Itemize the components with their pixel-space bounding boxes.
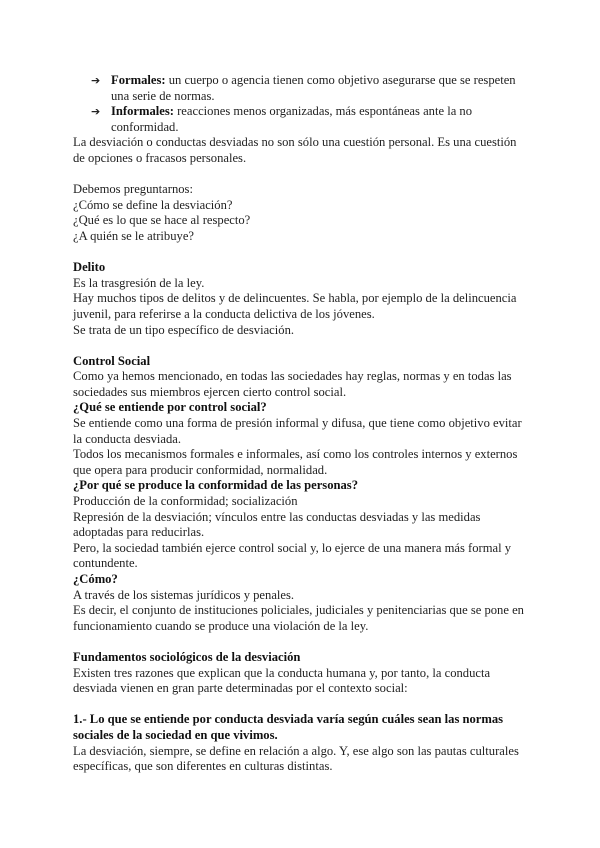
section-heading-delito: Delito [73, 260, 106, 275]
paragraph: Es la trasgresión de la ley. [73, 275, 205, 290]
paragraph: A través de los sistemas jurídicos y penales. [73, 587, 295, 602]
bullet-formales [77, 73, 528, 104]
bullet-text: reacciones menos organizadas, más espontáneas ante la no conformidad. [111, 104, 473, 134]
section-heading-control-social: Control Social [73, 353, 151, 368]
document-body [73, 73, 528, 775]
intro-paragraph: La desviación o conductas desviadas no son sólo una cuestión personal. Es una cuestión de opciones o fracasos personales. [73, 135, 517, 165]
bullet-text: un cuerpo o agencia tienen como objetivo asegurarse que se respeten una serie de normas. [111, 73, 516, 103]
subheading-question: ¿Por qué se produce la conformidad de las personas? [73, 478, 359, 493]
paragraph: Se trata de un tipo específico de desviación. [73, 322, 295, 337]
bullet-term: Informales: [111, 104, 174, 119]
paragraph: Existen tres razones que explican que la conducta humana y, por tanto, la conducta desviada vienen en gran parte determinadas por el contexto social: [73, 665, 491, 696]
arrow-icon: ➔ [91, 74, 101, 87]
paragraph: Como ya hemos mencionado, en todas las sociedades hay reglas, normas y en todas las sociedades sus miembros ejercen cierto control social. [73, 369, 512, 399]
question-line: ¿Qué es lo que se hace al respecto? [73, 213, 251, 228]
subheading-question: ¿Qué se entiende por control social? [73, 400, 267, 415]
bullet-term: Formales: [111, 73, 166, 87]
subheading-question: ¿Cómo? [73, 572, 118, 586]
bullet-informales [77, 104, 528, 135]
paragraph: Pero, la sociedad también ejerce control social y, lo ejerce de una manera más formal y contundente. [73, 540, 512, 571]
question-line: ¿Cómo se define la desviación? [73, 197, 233, 212]
question-line: ¿A quién se le atribuye? [73, 228, 194, 243]
paragraph: Producción de la conformidad; socialización [73, 494, 298, 509]
paragraph: Es decir, el conjunto de instituciones policiales, judiciales y penitenciarias que se pone en funcionamiento cuando se produce una violación de la ley. [73, 603, 524, 633]
paragraph: Represión de la desviación; vínculos entre las conductas desviadas y las medidas adoptadas para reducirlas. [73, 509, 481, 540]
arrow-icon: ➔ [91, 105, 101, 119]
paragraph: La desviación, siempre, se define en relación a algo. Y, ese algo son las pautas culturales específicas, que son diferentes en culturas distintas. [73, 743, 519, 774]
paragraph: Hay muchos tipos de delitos y de delincuentes. Se habla, por ejemplo de la delincuencia juvenil, para referirse a la conducta delictiva de los jóvenes. [73, 291, 517, 321]
section-heading-razon-1: 1.- Lo que se entiende por conducta desviada varía según cuáles sean las normas sociales de la sociedad en que vivimos. [73, 712, 504, 742]
section-heading-fundamentos: Fundamentos sociológicos de la desviación [73, 649, 301, 664]
questions-lead: Debemos preguntarnos: [73, 182, 193, 197]
paragraph: Todos los mecanismos formales e informales, así como los controles internos y externos que opera para producir conformidad, normalidad. [73, 447, 518, 477]
paragraph: Se entiende como una forma de presión informal y difusa, que tiene como objetivo evitar la conducta desviada. [73, 416, 522, 446]
